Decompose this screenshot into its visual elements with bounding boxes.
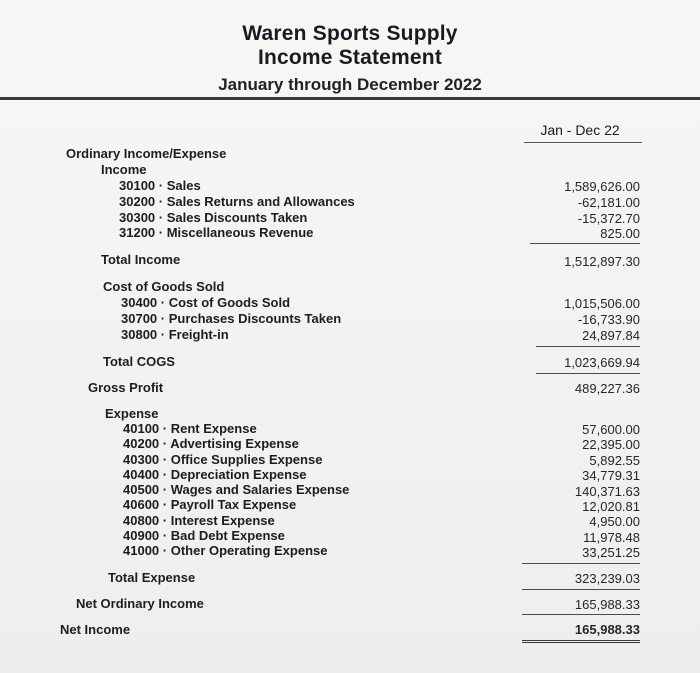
expense-line-label: 40200 · Advertising Expense xyxy=(123,436,299,451)
net-ordinary-income-amount: 165,988.33 xyxy=(574,597,640,612)
expense-line-label: 40300 · Office Supplies Expense xyxy=(123,452,323,467)
expense-line-label: 40500 · Wages and Salaries Expense xyxy=(123,482,350,497)
expense-heading: Expense xyxy=(105,406,159,421)
income-heading: Income xyxy=(101,162,147,177)
income-line-amount: -15,372.70 xyxy=(577,211,640,226)
net-income-label: Net Income xyxy=(60,622,131,637)
income-line-amount: -62,181.00 xyxy=(577,195,640,210)
expense-line-amount: 22,395.00 xyxy=(582,437,640,452)
income-line-label: 30200 · Sales Returns and Allowances xyxy=(119,194,355,209)
income-line-label: 30100 · Sales xyxy=(119,178,201,193)
cogs-line-amount: 24,897.84 xyxy=(582,328,640,343)
expense-line-amount: 11,978.48 xyxy=(583,530,640,545)
expense-line-label: 40100 · Rent Expense xyxy=(123,421,257,436)
cogs-heading: Cost of Goods Sold xyxy=(103,279,225,294)
total-income-amount: 1,512,897.30 xyxy=(564,254,640,269)
net-ordinary-income-label: Net Ordinary Income xyxy=(76,596,204,611)
expense-line-label: 41000 · Other Operating Expense xyxy=(123,543,328,558)
expense-line-amount: 57,600.00 xyxy=(582,422,640,437)
total-cogs-label: Total COGS xyxy=(103,354,175,369)
net-ordinary-rule xyxy=(522,589,640,590)
total-expense-label: Total Expense xyxy=(108,570,196,585)
gross-profit-amount: 489,227.36 xyxy=(574,381,640,396)
income-line-label: 31200 · Miscellaneous Revenue xyxy=(119,225,314,240)
expense-line-label: 40900 · Bad Debt Expense xyxy=(123,528,285,543)
net-income-rule xyxy=(522,614,640,615)
ordinary-income-expense-label: Ordinary Income/Expense xyxy=(66,146,227,161)
cogs-subtotal-rule xyxy=(536,346,640,347)
report-period: January through December 2022 xyxy=(218,75,482,94)
net-income-amount: 165,988.33 xyxy=(574,622,640,637)
header-divider xyxy=(0,97,700,100)
cogs-line-label: 30800 · Freight-in xyxy=(121,327,229,342)
total-income-label: Total Income xyxy=(101,252,181,267)
income-line-label: 30300 · Sales Discounts Taken xyxy=(119,210,308,225)
cogs-line-label: 30400 · Cost of Goods Sold xyxy=(121,295,291,310)
expense-line-label: 40800 · Interest Expense xyxy=(123,513,275,528)
expense-line-amount: 33,251.25 xyxy=(582,545,640,560)
total-cogs-amount: 1,023,669.94 xyxy=(564,355,640,370)
expense-line-amount: 4,950.00 xyxy=(589,514,640,529)
net-income-double-rule xyxy=(522,640,640,643)
expense-subtotal-rule xyxy=(522,563,640,564)
gross-profit-rule xyxy=(536,373,640,374)
expense-line-amount: 34,779.31 xyxy=(582,468,640,483)
gross-profit-label: Gross Profit xyxy=(88,380,164,395)
cogs-line-amount: 1,015,506.00 xyxy=(564,296,640,311)
report-title: Income Statement xyxy=(257,46,443,69)
expense-line-amount: 5,892.55 xyxy=(589,453,640,468)
income-subtotal-rule xyxy=(530,243,640,244)
income-line-amount: 1,589,626.00 xyxy=(564,179,640,194)
cogs-line-label: 30700 · Purchases Discounts Taken xyxy=(121,311,342,326)
company-name: Waren Sports Supply xyxy=(242,22,458,45)
column-header-underline xyxy=(524,142,642,143)
expense-line-amount: 140,371.63 xyxy=(574,484,640,499)
income-line-amount: 825.00 xyxy=(600,226,640,241)
cogs-line-amount: -16,733.90 xyxy=(577,312,640,327)
column-header: Jan - Dec 22 xyxy=(540,122,620,138)
expense-line-label: 40600 · Payroll Tax Expense xyxy=(123,497,297,512)
total-expense-amount: 323,239.03 xyxy=(574,571,640,586)
expense-line-label: 40400 · Depreciation Expense xyxy=(123,467,307,482)
expense-line-amount: 12,020.81 xyxy=(582,499,640,514)
